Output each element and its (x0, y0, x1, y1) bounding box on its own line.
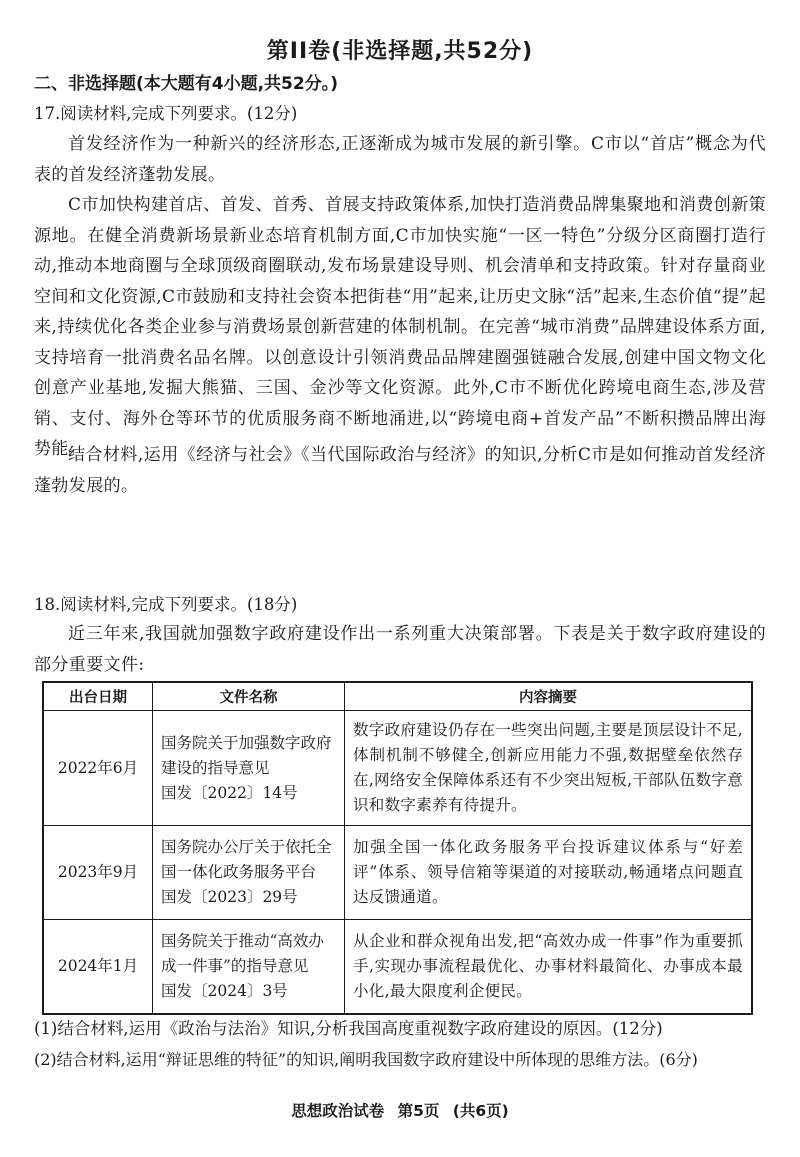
doc-summary: 加强全国一体化政务服务平台投诉建议体系与“好差评”体系、领导信箱等渠道的对接联动,畅通堵点问题直达反馈通道。 (345, 826, 753, 920)
doc-name-line: 国务院关于推动“高效办 (161, 931, 324, 950)
table-header-name: 文件名称 (153, 682, 345, 711)
section-title: 第II卷(非选择题,共52分) (266, 39, 534, 64)
doc-name (153, 711, 345, 826)
table-row (43, 920, 752, 1014)
part-heading: 二、非选择题(本大题有4小题,共52分。) (34, 74, 338, 94)
doc-number: 国发〔2023〕29号 (161, 888, 298, 906)
q17-question: 结合材料,运用《经济与社会》《当代国际政治与经济》的知识,分析C市是如何推动首发经济蓬勃发展的。 (34, 445, 766, 496)
documents-table (42, 681, 753, 1015)
q17-material-para-2: C市加快构建首店、首发、首秀、首展支持政策体系,加快打造消费品牌集聚地和消费创新策源地。在健全消费新场景新业态培育机制方面,C市加快实施“一区一特色”分级分区商圈打造行动,推动本地商圈与全球顶级商圈联动,发布场景建设导则、机会清单和支持政策。针对存量商业空间和文化资源,C市鼓励和支持社会资本把街巷“用”起来,让历史文脉“活”起来,生态价值“提”起来,持续优化各类企业参与消费场景创新营建的体制机制。在完善“城市消费”品牌建设体系方面,支持培育一批消费名品名牌。以创意设计引领消费品品牌建圈强链融合发展,创建中国文物文化创意产业基地,发掘大熊猫、三国、金沙等文化资源。此外,C市不断优化跨境电商生态,涉及营销、支付、海外仓等环节的优质服务商不断地涌进,以“跨境电商+首发产品”不断积攒品牌出海势能。 (34, 195, 766, 459)
table-header-row (43, 682, 752, 711)
q18-subquestion-2: (2)结合材料,运用“辩证思维的特征”的知识,阐明我国数字政府建设中所体现的思维方法。(6分) (34, 1050, 698, 1069)
q18-intro: 近三年来,我国就加强数字政府建设作出一系列重大决策部署。下表是关于数字政府建设的部分重要文件: (34, 624, 766, 675)
table-header-summary: 内容摘要 (345, 682, 753, 711)
table-row (43, 711, 752, 826)
doc-date: 2022年6月 (43, 711, 153, 826)
table-row (43, 826, 752, 920)
doc-summary: 从企业和群众视角出发,把“高效办成一件事”作为重要抓手,实现办事流程最优化、办事材料最简化、办事成本最小化,最大限度利企便民。 (345, 920, 753, 1014)
doc-name (153, 920, 345, 1014)
doc-name-line: 建设的指导意见 (161, 758, 270, 777)
doc-date: 2023年9月 (43, 826, 153, 920)
doc-date: 2024年1月 (43, 920, 153, 1014)
q18-header: 18.阅读材料,完成下列要求。(18分) (34, 595, 298, 614)
doc-name-line: 国一体化政务服务平台 (161, 863, 317, 881)
doc-number: 国发〔2022〕14号 (161, 783, 298, 802)
doc-name-line: 国务院办公厅关于依托全 (161, 838, 332, 856)
doc-number: 国发〔2024〕3号 (161, 981, 288, 1000)
q17-material-para-1: 首发经济作为一种新兴的经济形态,正逐渐成为城市发展的新引擎。C市以“首店”概念为代表的首发经济蓬勃发展。 (34, 134, 766, 185)
doc-summary: 数字政府建设仍存在一些突出问题,主要是顶层设计不足,体制机制不够健全,创新应用能力不强,数据壁垒依然存在,网络安全保障体系还有不少突出短板,干部队伍数字意识和数字素养有待提升。 (345, 711, 753, 826)
q17-header: 17.阅读材料,完成下列要求。(12分) (34, 104, 298, 123)
page-footer: 思想政治试卷 第5页 (共6页) (291, 1102, 509, 1120)
table-header-date: 出台日期 (43, 682, 153, 711)
q18-subquestion-1: (1)结合材料,运用《政治与法治》知识,分析我国高度重视数字政府建设的原因。(12分) (34, 1019, 663, 1038)
doc-name (153, 826, 345, 920)
doc-name-line: 成一件事”的指导意见 (161, 956, 309, 975)
doc-name-line: 国务院关于加强数字政府 (161, 733, 332, 752)
